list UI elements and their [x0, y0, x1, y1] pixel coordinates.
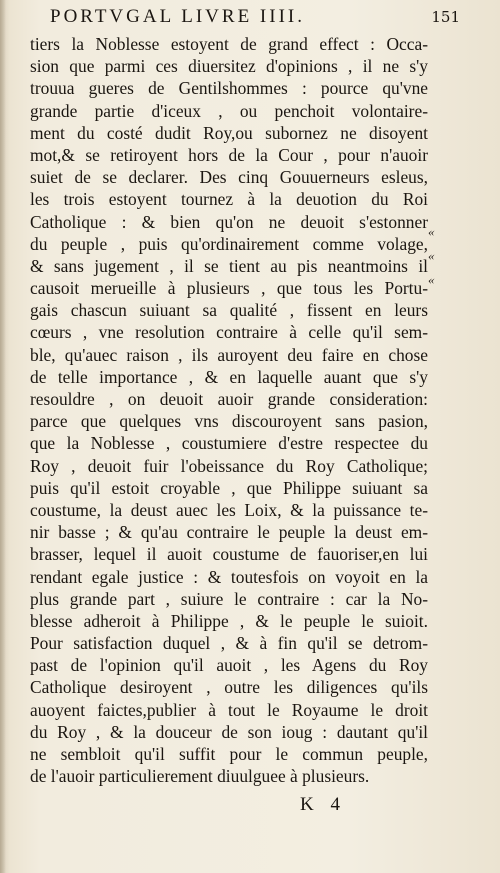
text-line: grande partie d'iceux , ou penchoit volontaire- [30, 100, 428, 121]
margin-quote-mark: « [428, 224, 435, 239]
text-line: du peuple , puis qu'ordinairement comme volage, [30, 233, 428, 254]
text-line: trouua gueres de Gentilshommes : pource qu'vne [30, 78, 428, 99]
text-line: resouldre , on deuoit auoir grande consideration: [30, 389, 428, 409]
text-line: ble, qu'auec raison , ils auroyent deu faire en chose [30, 344, 428, 365]
text-line: ment du costé dudit Roy,ou subornez ne disoyent [30, 122, 428, 143]
text-line: Pour satisfaction duquel , & à fin qu'il se detrom- [30, 633, 428, 654]
margin-quote-mark: « [428, 248, 435, 263]
text-line: cœurs , vne resolution contraire à celle qu'il sem- [30, 322, 428, 343]
text-line: causoit merueille à plusieurs , que tous les Portu- [30, 278, 428, 299]
text-line: Roy , deuoit fuir l'obeissance du Roy Catholique; [30, 455, 428, 476]
page-gutter [0, 0, 6, 873]
page-header [50, 6, 460, 32]
page-number: 151 [431, 8, 460, 26]
text-line: de telle importance , & en laquelle auant que s'y [30, 366, 428, 387]
text-line: suiet de se declarer. Des cinq Gouuerneurs esleus, [30, 167, 428, 188]
text-line: parce que quelques vns discouroyent sans pasion, [30, 411, 428, 432]
text-line: mot,& se retiroyent hors de la Cour , pour n'auoir [30, 144, 428, 165]
running-head: PORTVGAL LIVRE IIII. [50, 6, 305, 27]
text-line: nir basse ; & qu'au contraire le peuple la deust em- [30, 522, 428, 543]
text-line: past de l'opinion qu'il auoit , les Agens du Roy [30, 655, 428, 676]
text-line: gais chascun suiuant sa qualité , fissent en leurs [30, 300, 428, 321]
text-line: que la Noblesse , coustumiere d'estre respectee du [30, 433, 428, 454]
text-line: brasser, lequel il auoit coustume de fauoriser,en lui [30, 544, 428, 565]
text-line: du Roy , & la douceur de son ioug : dautant qu'il [30, 721, 428, 742]
text-line: blesse adheroit à Philippe , & le peuple le suioit. [30, 610, 428, 631]
text-line: rendant egale justice : & toutesfois on voyoit en la [30, 566, 428, 587]
text-line: auoyent faictes,publier à tout le Royaume le droit [30, 699, 428, 720]
text-line: & sans jugement , il se tient au pis neantmoins il [30, 255, 428, 276]
text-line: ne sembloit qu'il suffit pour le commun peuple, [30, 744, 428, 764]
text-line: les trois estoyent tournez à la deuotion du Roi [30, 189, 428, 210]
text-line: tiers la Noblesse estoyent de grand effect : Occa- [30, 34, 428, 54]
text-line: Catholique desiroyent , outre les diligences qu'ils [30, 677, 428, 698]
body-text [30, 33, 428, 787]
text-line: Catholique : & bien qu'on ne deuoit s'estonner [30, 211, 428, 232]
margin-quote-mark: « [428, 272, 435, 287]
signature-mark: K 4 [300, 794, 346, 815]
text-line: sion que parmi ces diuersitez d'opinions , il ne s'y [30, 56, 428, 77]
text-line: de l'auoir particulierement diuulguee à plusieurs. [30, 766, 370, 787]
text-line: plus grande part , suiure le contraire : car la No- [30, 588, 428, 609]
text-line: coustume, la deust auec les Loix, & la puissance te- [30, 499, 428, 520]
text-line: puis qu'il estoit croyable , que Philippe suiuant sa [30, 477, 428, 498]
